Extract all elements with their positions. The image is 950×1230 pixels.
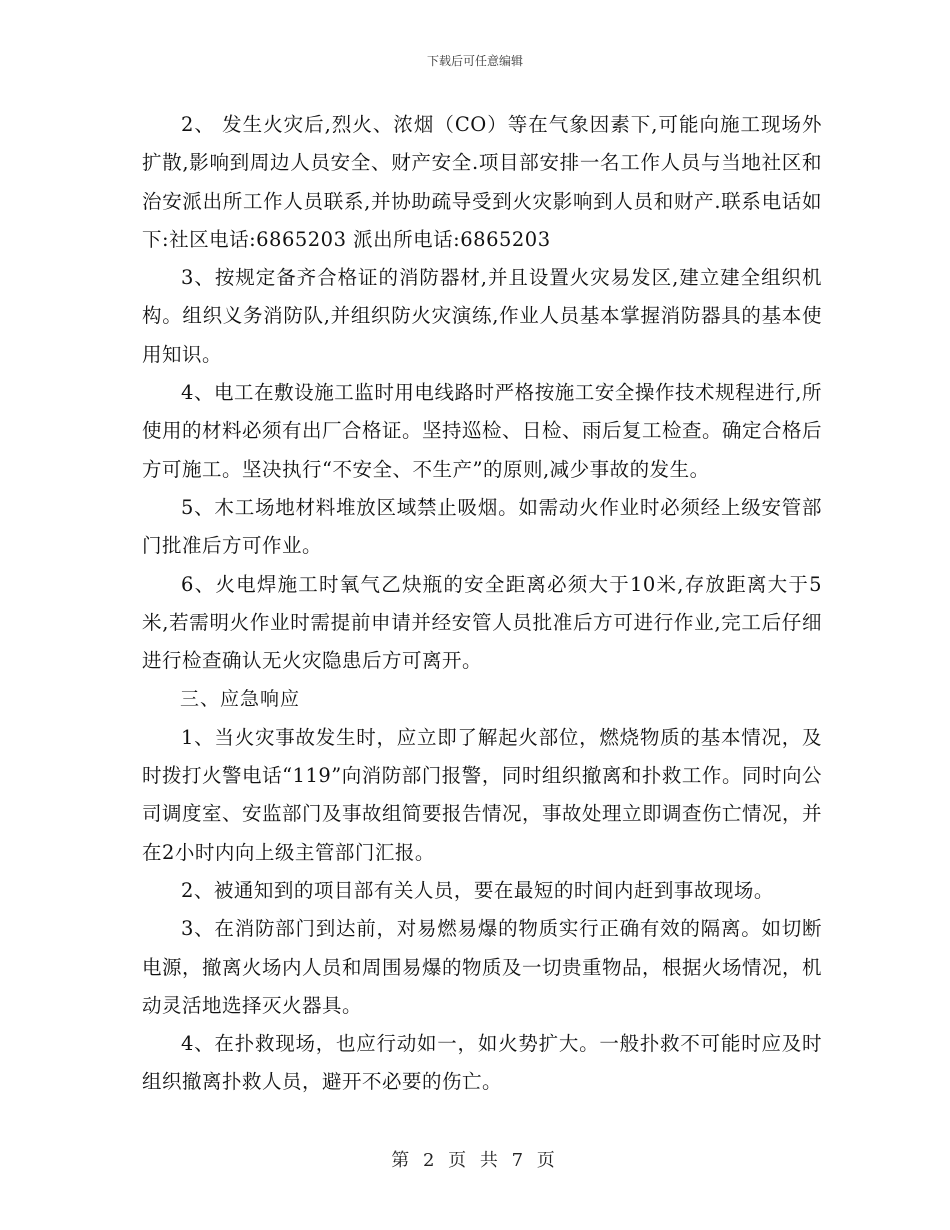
page-number-footer: 第 2 页 共 7 页 — [391, 1150, 559, 1171]
response-paragraph-3: 3、在消防部门到达前，对易燃易爆的物质实行正确有效的隔离。如切断电源，撤离火场内人员和周围易爆的物质及一切贵重物品，根据火场情况，机动灵活地选择灭火器具。 — [142, 917, 823, 1017]
paragraph-item-2: 2、 发生火灾后,烈火、浓烟（CO）等在气象因素下,可能向施工现场外扩散,影响到周边人员安全、财产安全.项目部安排一名工作人员与当地社区和治安派出所工作人员联系,并协助疏导受到火灾影响到人员和财产.联系电话如下:社区电话:6865203 派出所电话:6865203 — [142, 113, 822, 251]
paragraph-item-3: 3、按规定备齐合格证的消防器材,并且设置火灾易发区,建立建全组织机构。组织义务消防队,并组织防火灾演练,作业人员基本掌握消防器具的基本使用知识。 — [142, 266, 822, 366]
response-paragraph-1: 1、当火灾事故发生时，应立即了解起火部位，燃烧物质的基本情况，及时拨打火警电话“119”向消防部门报警，同时组织撤离和扑救工作。同时向公司调度室、安监部门及事故组简要报告情况，事故处理立即调查伤亡情况，并在2小时内向上级主管部门汇报。 — [142, 725, 823, 864]
paragraph-item-5: 5、木工场地材料堆放区域禁止吸烟。如需动火作业时必须经上级安管部门批准后方可作业。 — [142, 495, 822, 558]
section-heading-emergency-response: 三、应急响应 — [180, 688, 301, 711]
document-body — [142, 106, 822, 1102]
response-paragraph-2: 2、被通知到的项目部有关人员，要在最短的时间内赶到事故现场。 — [181, 878, 774, 902]
page-header: 下载后可任意编辑 — [426, 54, 523, 68]
response-paragraph-4: 4、在扑救现场，也应行动如一，如火势扩大。一般扑救不可能时应及时组织撤离扑救人员，避开不必要的伤亡。 — [142, 1032, 822, 1094]
paragraph-item-4: 4、电工在敷设施工监时用电线路时严格按施工安全操作技术规程进行,所使用的材料必须有出厂合格证。坚持巡检、日检、雨后复工检查。确定合格后方可施工。坚决执行“不安全、不生产”的原则,减少事故的发生。 — [142, 381, 823, 481]
paragraph-item-6: 6、火电焊施工时氧气乙炔瓶的安全距离必须大于10米,存放距离大于5米,若需明火作业时需提前申请并经安管人员批准后方可进行作业,完工后仔细进行检查确认无火灾隐患后方可离开。 — [142, 572, 822, 673]
